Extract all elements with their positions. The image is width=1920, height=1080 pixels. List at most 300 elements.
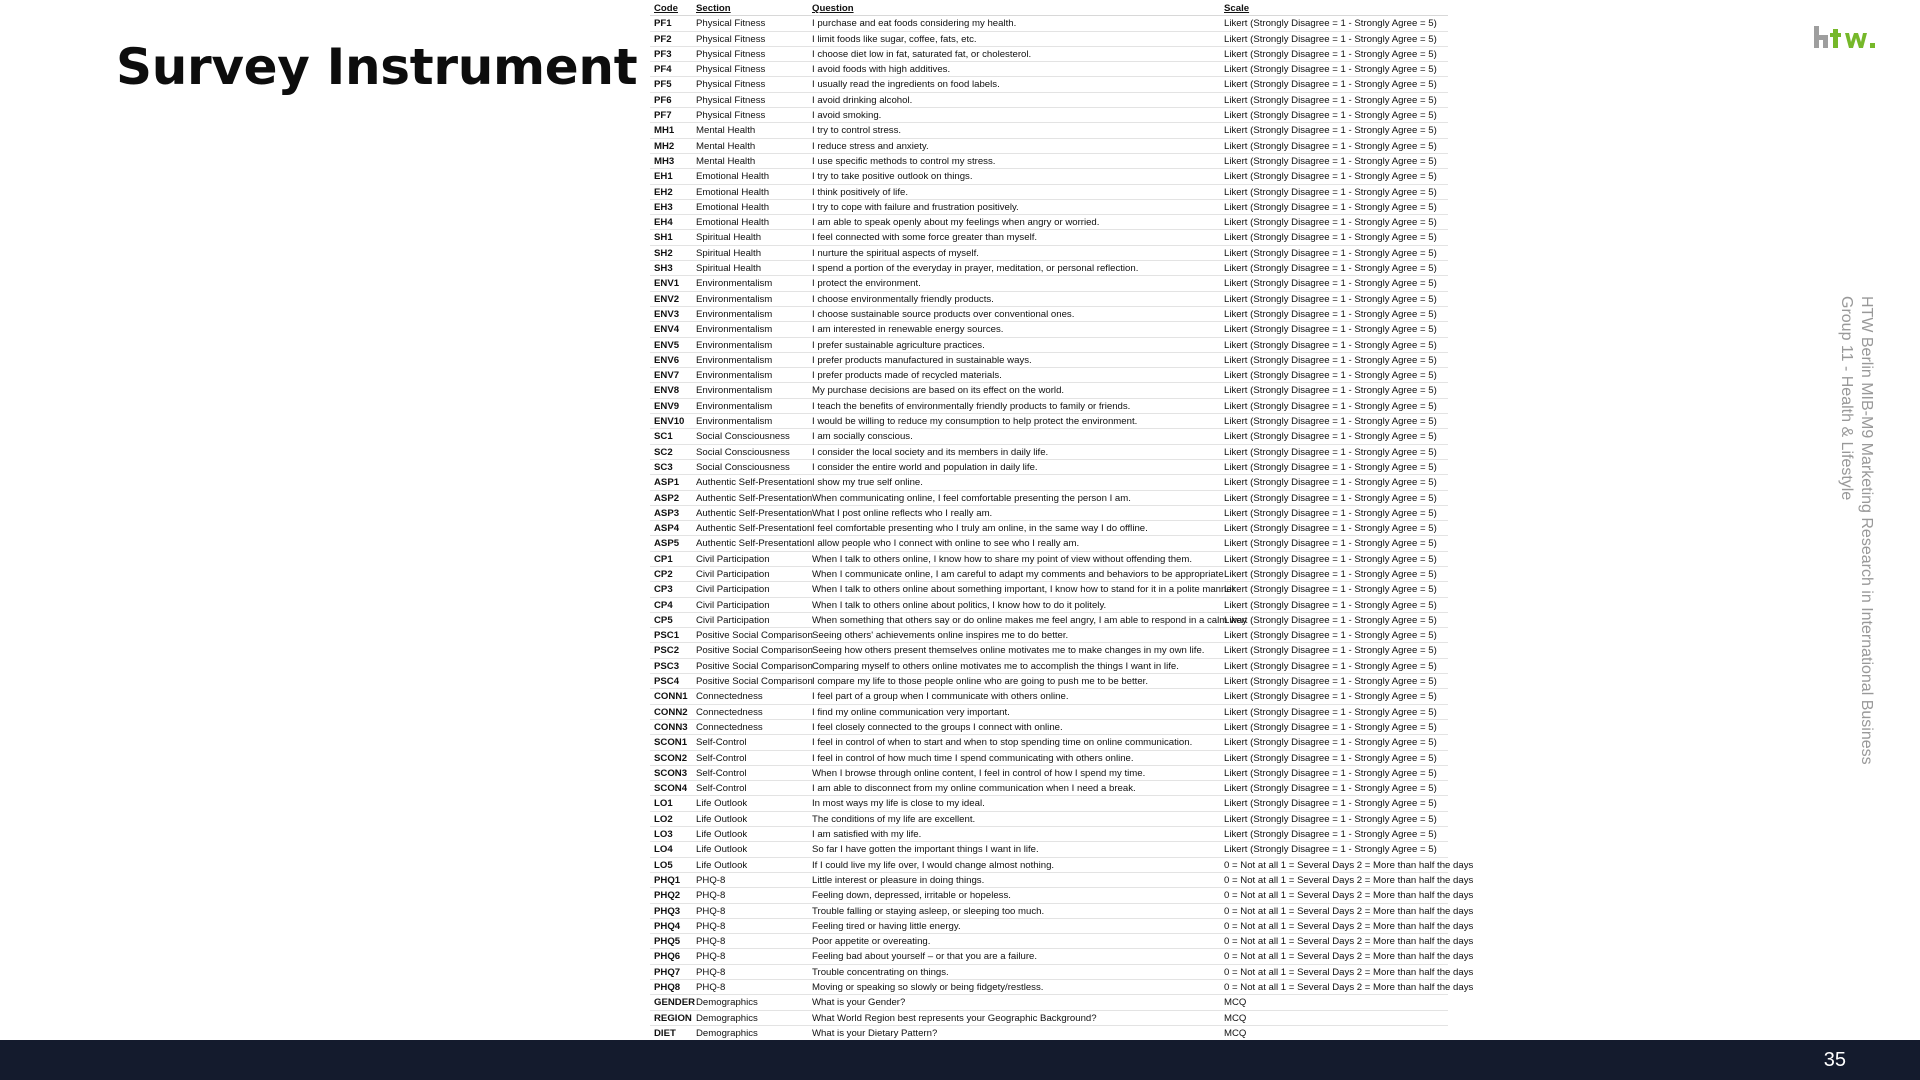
cell-scale: Likert (Strongly Disagree = 1 - Strongly Agree = 5) xyxy=(1224,630,1437,642)
cell-question: I choose environmentally friendly products. xyxy=(812,293,994,305)
side-text-group: Group 11 - Health & Lifestyle xyxy=(1838,296,1855,501)
table-row xyxy=(650,781,1448,796)
cell-question: I feel closely connected to the groups I connect with online. xyxy=(812,721,1063,733)
cell-question: I protect the environment. xyxy=(812,278,921,290)
cell-code: ASP4 xyxy=(654,523,680,535)
cell-question: I compare my life to those people online who are going to push me to be better. xyxy=(812,676,1148,688)
cell-code: PHQ4 xyxy=(654,920,681,932)
cell-scale: Likert (Strongly Disagree = 1 - Strongly Agree = 5) xyxy=(1224,829,1437,841)
cell-section: Connectedness xyxy=(696,691,763,703)
cell-scale: Likert (Strongly Disagree = 1 - Strongly Agree = 5) xyxy=(1224,614,1437,626)
cell-section: Authentic Self-Presentation xyxy=(696,507,813,519)
cell-scale: Likert (Strongly Disagree = 1 - Strongly Agree = 5) xyxy=(1224,354,1437,366)
cell-section: Social Consciousness xyxy=(696,431,790,443)
cell-question: I am able to disconnect from my online communication when I need a break. xyxy=(812,783,1136,795)
cell-scale: 0 = Not at all 1 = Several Days 2 = More than half the days xyxy=(1224,859,1474,871)
cell-section: Spiritual Health xyxy=(696,232,762,244)
table-row xyxy=(650,261,1448,276)
cell-section: Environmentalism xyxy=(696,385,773,397)
cell-section: Civil Participation xyxy=(696,568,770,580)
cell-scale: Likert (Strongly Disagree = 1 - Strongly Agree = 5) xyxy=(1224,461,1437,473)
cell-section: Emotional Health xyxy=(696,217,770,229)
cell-question: I avoid smoking. xyxy=(812,110,882,122)
cell-section: Life Outlook xyxy=(696,829,748,841)
cell-code: GENDER xyxy=(654,997,696,1009)
cell-code: SC2 xyxy=(654,446,673,458)
cell-scale: Likert (Strongly Disagree = 1 - Strongly Agree = 5) xyxy=(1224,446,1437,458)
table-row xyxy=(650,628,1448,643)
cell-scale: Likert (Strongly Disagree = 1 - Strongly Agree = 5) xyxy=(1224,691,1437,703)
header-question: Question xyxy=(812,3,854,14)
cell-scale: Likert (Strongly Disagree = 1 - Strongly Agree = 5) xyxy=(1224,813,1437,825)
page-number: 35 xyxy=(1823,1049,1846,1071)
table-row xyxy=(650,123,1448,138)
cell-question: I prefer sustainable agriculture practices. xyxy=(812,339,985,351)
cell-scale: MCQ xyxy=(1224,1027,1247,1039)
cell-code: PHQ3 xyxy=(654,905,681,917)
table-row xyxy=(650,215,1448,230)
cell-code: SH3 xyxy=(654,263,673,275)
cell-code: PHQ8 xyxy=(654,982,681,993)
cell-code: PF7 xyxy=(654,110,672,122)
table-row xyxy=(650,659,1448,674)
cell-section: Mental Health xyxy=(696,140,756,152)
cell-code: CP2 xyxy=(654,568,673,580)
cell-scale: Likert (Strongly Disagree = 1 - Strongly Agree = 5) xyxy=(1224,507,1437,519)
cell-section: Demographics xyxy=(696,1012,758,1024)
table-row xyxy=(650,399,1448,414)
cell-scale: Likert (Strongly Disagree = 1 - Strongly Agree = 5) xyxy=(1224,553,1437,565)
cell-code: SC3 xyxy=(654,461,673,473)
table-row xyxy=(650,567,1448,582)
cell-question: I use specific methods to control my stress. xyxy=(812,155,996,167)
cell-scale: Likert (Strongly Disagree = 1 - Strongly Agree = 5) xyxy=(1224,431,1437,443)
cell-section: Authentic Self-Presentation xyxy=(696,477,813,489)
cell-question: When I talk to others online, I know how to share my point of view without offending them. xyxy=(812,553,1193,565)
cell-question: I try to take positive outlook on things. xyxy=(812,171,973,183)
table-row xyxy=(650,536,1448,551)
cell-section: Self-Control xyxy=(696,752,747,764)
cell-scale: Likert (Strongly Disagree = 1 - Strongly Agree = 5) xyxy=(1224,721,1437,733)
cell-scale: Likert (Strongly Disagree = 1 - Strongly Agree = 5) xyxy=(1224,752,1437,764)
cell-code: SC1 xyxy=(654,431,673,443)
cell-code: PHQ7 xyxy=(654,966,681,978)
cell-code: ENV1 xyxy=(654,278,680,290)
cell-section: Life Outlook xyxy=(696,844,748,856)
cell-section: Life Outlook xyxy=(696,813,748,825)
table-row xyxy=(650,276,1448,291)
table-row xyxy=(650,995,1448,1010)
cell-code: PF3 xyxy=(654,48,672,60)
table-row xyxy=(650,230,1448,245)
table-row xyxy=(650,965,1474,980)
cell-section: PHQ-8 xyxy=(696,936,726,948)
cell-question: I am interested in renewable energy sources. xyxy=(812,324,1004,336)
cell-question: I try to cope with failure and frustration positively. xyxy=(812,201,1019,213)
cell-section: Connectedness xyxy=(696,721,763,733)
cell-code: ENV10 xyxy=(654,416,685,428)
table-row xyxy=(650,873,1474,888)
cell-question: I would be willing to reduce my consumption to help protect the environment. xyxy=(812,416,1138,428)
htw-logo xyxy=(1812,20,1892,54)
cell-scale: 0 = Not at all 1 = Several Days 2 = More than half the days xyxy=(1224,920,1474,932)
table-row xyxy=(650,322,1448,337)
cell-section: Environmentalism xyxy=(696,400,773,412)
table-row xyxy=(650,429,1448,444)
cell-scale: MCQ xyxy=(1224,997,1247,1009)
cell-code: CP3 xyxy=(654,584,673,596)
table-row xyxy=(650,751,1448,766)
cell-question: Trouble concentrating on things. xyxy=(812,966,949,978)
cell-question: I feel part of a group when I communicate with others online. xyxy=(812,691,1069,703)
table-row xyxy=(650,16,1448,31)
cell-section: Positive Social Comparison xyxy=(696,676,813,688)
cell-code: PSC1 xyxy=(654,630,680,642)
cell-section: Mental Health xyxy=(696,125,756,137)
cell-section: PHQ-8 xyxy=(696,982,726,993)
cell-question: I prefer products manufactured in sustainable ways. xyxy=(812,354,1032,366)
cell-section: Civil Participation xyxy=(696,599,770,611)
cell-question: I choose diet low in fat, saturated fat, or cholesterol. xyxy=(812,48,1032,60)
cell-section: Spiritual Health xyxy=(696,263,762,275)
cell-scale: Likert (Strongly Disagree = 1 - Strongly Agree = 5) xyxy=(1224,155,1437,167)
table-row xyxy=(650,77,1448,92)
cell-scale: 0 = Not at all 1 = Several Days 2 = More than half the days xyxy=(1224,951,1474,963)
cell-code: ENV7 xyxy=(654,370,680,382)
cell-question: I purchase and eat foods considering my health. xyxy=(812,18,1017,30)
cell-question: I feel in control of when to start and when to stop spending time on online communication. xyxy=(812,737,1193,749)
cell-question: I feel in control of how much time I spend communicating with others online. xyxy=(812,752,1134,764)
cell-question: I feel connected with some force greater than myself. xyxy=(812,232,1038,244)
cell-scale: 0 = Not at all 1 = Several Days 2 = More than half the days xyxy=(1224,890,1474,902)
cell-scale: Likert (Strongly Disagree = 1 - Strongly Agree = 5) xyxy=(1224,247,1437,259)
cell-scale: Likert (Strongly Disagree = 1 - Strongly Agree = 5) xyxy=(1224,416,1437,428)
cell-question: Moving or speaking so slowly or being fidgety/restless. xyxy=(812,982,1044,993)
cell-code: LO1 xyxy=(654,798,673,810)
cell-question: If I could live my life over, I would change almost nothing. xyxy=(812,859,1055,871)
cell-section: Life Outlook xyxy=(696,798,748,810)
cell-question: I show my true self online. xyxy=(812,477,923,489)
cell-question: When I communicate online, I am careful to adapt my comments and behaviors to be appropriate xyxy=(812,568,1224,580)
cell-section: PHQ-8 xyxy=(696,874,726,886)
cell-scale: Likert (Strongly Disagree = 1 - Strongly Agree = 5) xyxy=(1224,324,1437,336)
cell-scale: Likert (Strongly Disagree = 1 - Strongly Agree = 5) xyxy=(1224,798,1437,810)
cell-scale: Likert (Strongly Disagree = 1 - Strongly Agree = 5) xyxy=(1224,263,1437,275)
cell-code: ENV3 xyxy=(654,308,680,320)
table-row xyxy=(650,200,1448,215)
table-row xyxy=(650,674,1448,689)
cell-code: LO2 xyxy=(654,813,673,825)
table-row xyxy=(650,766,1448,781)
cell-scale: Likert (Strongly Disagree = 1 - Strongly Agree = 5) xyxy=(1224,599,1437,611)
cell-code: EH2 xyxy=(654,186,673,198)
cell-code: PF6 xyxy=(654,94,672,106)
table-row xyxy=(650,108,1448,123)
cell-question: I allow people who I connect with online to see who I really am. xyxy=(812,538,1080,550)
cell-code: CONN3 xyxy=(654,721,688,733)
cell-code: ENV2 xyxy=(654,293,680,305)
cell-section: Civil Participation xyxy=(696,614,770,626)
cell-section: PHQ-8 xyxy=(696,951,726,963)
table-row xyxy=(650,445,1448,460)
cell-section: Life Outlook xyxy=(696,859,748,871)
table-row xyxy=(650,858,1474,873)
cell-scale: Likert (Strongly Disagree = 1 - Strongly Agree = 5) xyxy=(1224,278,1437,290)
cell-code: SCON1 xyxy=(654,737,688,749)
cell-section: Environmentalism xyxy=(696,308,773,320)
cell-scale: Likert (Strongly Disagree = 1 - Strongly Agree = 5) xyxy=(1224,125,1437,137)
table-row xyxy=(650,460,1448,475)
cell-question: The conditions of my life are excellent. xyxy=(812,813,976,825)
cell-section: Emotional Health xyxy=(696,171,770,183)
cell-question: My purchase decisions are based on its effect on the world. xyxy=(812,385,1065,397)
cell-scale: Likert (Strongly Disagree = 1 - Strongly Agree = 5) xyxy=(1224,33,1437,45)
cell-code: PHQ6 xyxy=(654,951,681,963)
cell-code: CP1 xyxy=(654,553,673,565)
cell-section: Self-Control xyxy=(696,767,747,779)
table-row xyxy=(650,827,1448,842)
cell-code: ENV9 xyxy=(654,400,680,412)
cell-code: SCON2 xyxy=(654,752,688,764)
cell-scale: Likert (Strongly Disagree = 1 - Strongly Agree = 5) xyxy=(1224,477,1437,489)
cell-code: DIET xyxy=(654,1027,676,1039)
cell-scale: 0 = Not at all 1 = Several Days 2 = More than half the days xyxy=(1224,936,1474,948)
cell-section: Physical Fitness xyxy=(696,64,766,76)
cell-code: CONN2 xyxy=(654,706,688,718)
cell-question: I choose sustainable source products over conventional ones. xyxy=(812,308,1075,320)
cell-section: Social Consciousness xyxy=(696,461,790,473)
cell-section: Physical Fitness xyxy=(696,48,766,60)
table-row xyxy=(650,842,1448,857)
table-row xyxy=(650,552,1448,567)
cell-section: Spiritual Health xyxy=(696,247,762,259)
cell-code: LO5 xyxy=(654,859,673,871)
cell-section: PHQ-8 xyxy=(696,920,726,932)
cell-scale: Likert (Strongly Disagree = 1 - Strongly Agree = 5) xyxy=(1224,94,1437,106)
cell-section: Civil Participation xyxy=(696,584,770,596)
cell-scale: Likert (Strongly Disagree = 1 - Strongly Agree = 5) xyxy=(1224,18,1437,30)
table-row xyxy=(650,949,1474,964)
cell-question: What World Region best represents your Geographic Background? xyxy=(812,1012,1097,1024)
cell-question: What I post online reflects who I really am. xyxy=(812,507,993,519)
cell-section: Environmentalism xyxy=(696,416,773,428)
header-scale: Scale xyxy=(1224,3,1250,14)
table-row xyxy=(650,1011,1448,1026)
cell-section: Emotional Health xyxy=(696,186,770,198)
cell-question: I consider the local society and its members in daily life. xyxy=(812,446,1049,458)
table-row xyxy=(650,383,1448,398)
cell-code: ASP2 xyxy=(654,492,680,504)
htw-logo-mark xyxy=(1812,20,1892,54)
cell-question: I avoid drinking alcohol. xyxy=(812,94,913,106)
header-section: Section xyxy=(696,3,731,14)
cell-code: ENV8 xyxy=(654,385,680,397)
table-row xyxy=(650,32,1448,47)
cell-scale: Likert (Strongly Disagree = 1 - Strongly Agree = 5) xyxy=(1224,492,1437,504)
cell-code: PHQ2 xyxy=(654,890,681,902)
cell-section: Environmentalism xyxy=(696,324,773,336)
cell-code: PF1 xyxy=(654,18,672,30)
cell-scale: Likert (Strongly Disagree = 1 - Strongly Agree = 5) xyxy=(1224,767,1437,779)
cell-question: When something that others say or do online makes me feel angry, I am able to respond in a calm way xyxy=(812,614,1247,626)
cell-scale: Likert (Strongly Disagree = 1 - Strongly Agree = 5) xyxy=(1224,645,1437,657)
cell-code: ENV5 xyxy=(654,339,680,351)
table-row xyxy=(650,888,1474,903)
cell-question: I am satisfied with my life. xyxy=(812,829,922,841)
cell-section: Physical Fitness xyxy=(696,79,766,91)
cell-question: When I talk to others online about politics, I know how to do it politely. xyxy=(812,599,1107,611)
table-row xyxy=(650,506,1448,521)
cell-section: Positive Social Comparison xyxy=(696,630,813,642)
cell-code: ASP1 xyxy=(654,477,680,489)
cell-code: MH3 xyxy=(654,155,675,167)
table-body xyxy=(650,16,1474,1041)
cell-code: EH1 xyxy=(654,171,673,183)
cell-code: PSC4 xyxy=(654,676,680,688)
cell-scale: 0 = Not at all 1 = Several Days 2 = More than half the days xyxy=(1224,982,1474,993)
cell-question: Seeing how others present themselves online motivates me to make changes in my own life. xyxy=(812,645,1205,657)
cell-code: CP4 xyxy=(654,599,673,611)
cell-code: SCON4 xyxy=(654,783,688,795)
table-row xyxy=(650,338,1448,353)
slide-title: Survey Instrument xyxy=(116,38,638,96)
cell-section: Civil Participation xyxy=(696,553,770,565)
cell-code: REGION xyxy=(654,1012,692,1024)
cell-code: ENV6 xyxy=(654,354,680,366)
table-row xyxy=(650,368,1448,383)
cell-section: Environmentalism xyxy=(696,339,773,351)
cell-question: Little interest or pleasure in doing things. xyxy=(812,874,985,886)
cell-scale: Likert (Strongly Disagree = 1 - Strongly Agree = 5) xyxy=(1224,339,1437,351)
cell-question: In most ways my life is close to my ideal. xyxy=(812,798,985,810)
cell-code: MH2 xyxy=(654,140,675,152)
cell-code: PF5 xyxy=(654,79,672,91)
table-row xyxy=(650,169,1448,184)
cell-section: Environmentalism xyxy=(696,293,773,305)
cell-code: PSC3 xyxy=(654,660,680,672)
cell-scale: Likert (Strongly Disagree = 1 - Strongly Agree = 5) xyxy=(1224,400,1437,412)
cell-code: PHQ5 xyxy=(654,936,681,948)
cell-question: I avoid foods with high additives. xyxy=(812,64,951,76)
cell-scale: Likert (Strongly Disagree = 1 - Strongly Agree = 5) xyxy=(1224,79,1437,91)
cell-code: SH2 xyxy=(654,247,673,259)
cell-section: Physical Fitness xyxy=(696,18,766,30)
table-row xyxy=(650,643,1448,658)
table-row xyxy=(650,93,1448,108)
cell-scale: Likert (Strongly Disagree = 1 - Strongly Agree = 5) xyxy=(1224,676,1437,688)
cell-code: LO3 xyxy=(654,829,673,841)
cell-scale: Likert (Strongly Disagree = 1 - Strongly Agree = 5) xyxy=(1224,737,1437,749)
table-row xyxy=(650,154,1448,169)
cell-section: PHQ-8 xyxy=(696,966,726,978)
cell-scale: Likert (Strongly Disagree = 1 - Strongly Agree = 5) xyxy=(1224,308,1437,320)
cell-scale: 0 = Not at all 1 = Several Days 2 = More than half the days xyxy=(1224,905,1474,917)
cell-scale: Likert (Strongly Disagree = 1 - Strongly Agree = 5) xyxy=(1224,706,1437,718)
cell-code: EH3 xyxy=(654,201,673,213)
cell-section: Environmentalism xyxy=(696,370,773,382)
cell-question: So far I have gotten the important things I want in life. xyxy=(812,844,1039,856)
cell-section: PHQ-8 xyxy=(696,890,726,902)
cell-code: EH4 xyxy=(654,217,673,229)
table-row xyxy=(650,919,1474,934)
table-row xyxy=(650,475,1448,490)
cell-section: Self-Control xyxy=(696,737,747,749)
table-row xyxy=(650,491,1448,506)
cell-question: I usually read the ingredients on food labels. xyxy=(812,79,1000,91)
cell-scale: Likert (Strongly Disagree = 1 - Strongly Agree = 5) xyxy=(1224,64,1437,76)
cell-section: Social Consciousness xyxy=(696,446,790,458)
table-row xyxy=(650,582,1448,597)
cell-question: Trouble falling or staying asleep, or sleeping too much. xyxy=(812,905,1045,917)
cell-scale: Likert (Strongly Disagree = 1 - Strongly Agree = 5) xyxy=(1224,523,1437,535)
table-row xyxy=(650,1026,1448,1041)
cell-scale: Likert (Strongly Disagree = 1 - Strongly Agree = 5) xyxy=(1224,385,1437,397)
table-row xyxy=(650,414,1448,429)
table-row xyxy=(650,185,1448,200)
cell-section: Demographics xyxy=(696,997,758,1009)
cell-question: Feeling bad about yourself – or that you are a failure. xyxy=(812,951,1038,963)
cell-question: When I talk to others online about something important, I know how to stand for it in a polite manner xyxy=(812,584,1235,596)
cell-question: I am able to speak openly about my feelings when angry or worried. xyxy=(812,217,1100,229)
footer-bar xyxy=(0,1040,1920,1080)
cell-code: MH1 xyxy=(654,125,675,137)
cell-scale: Likert (Strongly Disagree = 1 - Strongly Agree = 5) xyxy=(1224,186,1437,198)
cell-question: Feeling tired or having little energy. xyxy=(812,920,961,932)
cell-code: SH1 xyxy=(654,232,673,244)
cell-scale: Likert (Strongly Disagree = 1 - Strongly Agree = 5) xyxy=(1224,110,1437,122)
side-vertical-text xyxy=(1836,296,1876,765)
cell-question: I feel comfortable presenting who I truly am online, in the same way I do offline. xyxy=(812,523,1148,535)
cell-section: Authentic Self-Presentation xyxy=(696,538,813,550)
cell-question: What is your Gender? xyxy=(812,997,906,1009)
cell-section: Mental Health xyxy=(696,155,756,167)
table-row xyxy=(650,139,1448,154)
table-row xyxy=(650,307,1448,322)
cell-question: I reduce stress and anxiety. xyxy=(812,140,929,152)
cell-code: ASP3 xyxy=(654,507,680,519)
cell-question: I limit foods like sugar, coffee, fats, etc. xyxy=(812,33,977,45)
side-text-course: HTW Berlin MIB-M9 Marketing Research in International Business xyxy=(1858,296,1875,765)
cell-section: Environmentalism xyxy=(696,354,773,366)
table-row xyxy=(650,246,1448,261)
table-row xyxy=(650,47,1448,62)
cell-question: I try to control stress. xyxy=(812,125,902,137)
cell-question: Poor appetite or overeating. xyxy=(812,936,931,948)
cell-section: Positive Social Comparison xyxy=(696,660,813,672)
cell-scale: Likert (Strongly Disagree = 1 - Strongly Agree = 5) xyxy=(1224,538,1437,550)
cell-scale: Likert (Strongly Disagree = 1 - Strongly Agree = 5) xyxy=(1224,201,1437,213)
table-row xyxy=(650,598,1448,613)
cell-question: I prefer products made of recycled materials. xyxy=(812,370,1002,382)
cell-question: Seeing others' achievements online inspires me to do better. xyxy=(812,630,1069,642)
cell-code: ENV4 xyxy=(654,324,680,336)
table-row xyxy=(650,613,1448,628)
cell-scale: Likert (Strongly Disagree = 1 - Strongly Agree = 5) xyxy=(1224,370,1437,382)
cell-question: I think positively of life. xyxy=(812,186,908,198)
table-row xyxy=(650,689,1448,704)
table-row xyxy=(650,934,1474,949)
table-row xyxy=(650,904,1474,919)
cell-scale: Likert (Strongly Disagree = 1 - Strongly Agree = 5) xyxy=(1224,568,1437,580)
cell-scale: Likert (Strongly Disagree = 1 - Strongly Agree = 5) xyxy=(1224,293,1437,305)
cell-scale: Likert (Strongly Disagree = 1 - Strongly Agree = 5) xyxy=(1224,171,1437,183)
cell-question: I teach the benefits of environmentally friendly products to family or friends. xyxy=(812,400,1131,412)
cell-question: I spend a portion of the everyday in prayer, meditation, or personal reflection. xyxy=(812,263,1139,275)
cell-section: Physical Fitness xyxy=(696,110,766,122)
cell-question: I consider the entire world and population in daily life. xyxy=(812,461,1038,473)
cell-question: When I browse through online content, I feel in control of how I spend my time. xyxy=(812,767,1146,779)
cell-question: Feeling down, depressed, irritable or hopeless. xyxy=(812,890,1011,902)
